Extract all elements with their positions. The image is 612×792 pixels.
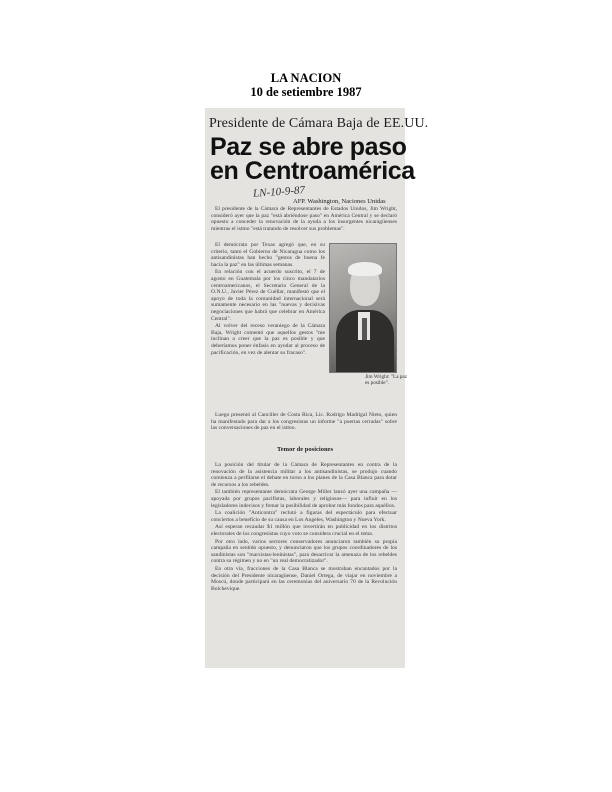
paragraph: En relación con el acuerdo suscrito, el 7 de agosto en Guatemala por los cinco mandatarios centroamericanos, el Secretario General de la O.N.U., Javier Pérez de Cuéllar, manifestó que el apoyo de toda la comunidad internacional será sumamente necesario en las "nuevas y decisivas negociaciones que habrá que celebrar en América Central". bbox=[211, 269, 325, 322]
article-column bbox=[211, 242, 325, 357]
newspaper-clipping bbox=[205, 108, 429, 668]
paragraph: Al volver del receso veraniego de la Cámara Baja, Wright comentó que aquellos gestos "me inclinan a creer que la paz es posible y que deberíamos poner énfasis en ayudar al proceso de pacificación, en vez de alentar su fracaso". bbox=[211, 323, 325, 356]
headline-line-1: Paz se abre paso bbox=[210, 133, 407, 161]
photo-hair bbox=[348, 262, 382, 276]
paragraph: Por otro lado, varios sectores conservadores anunciaron también su propia campaña en sentido opuesto, y denunciaron que los grupos coordinadores de los sandinistas son "marxistas-leninistas", para desactivar la amenaza de los rebeldes contra su régimen y no en "un real democratizador". bbox=[211, 538, 397, 565]
handwritten-date: LN-10-9-87 bbox=[252, 184, 306, 200]
dateline: AFP. Washington, Naciones Unidas bbox=[293, 198, 386, 205]
publication-name: LA NACION bbox=[270, 71, 342, 85]
headline-line-2: en Centroamérica bbox=[210, 157, 415, 185]
paragraph: La coalición "Anticontra" reclutó a figuras del espectáculo para efectuar conciertos a beneficio de su causa en Los Angeles, Washington y Nueva York. bbox=[211, 510, 397, 523]
headline bbox=[210, 135, 415, 183]
photo-caption: Jim Wright: "La paz es posible". bbox=[365, 374, 408, 386]
article-bottom bbox=[211, 462, 397, 593]
paragraph: El demócrata por Texas agregó que, en su criterio, tanto el Gobierno de Nicaragua como los antisandinistas han hecho "gestos de buena fe hacia la paz" en las últimas semanas. bbox=[211, 242, 325, 268]
article-wide bbox=[211, 412, 397, 433]
publication-date: 10 de setiembre 1987 bbox=[250, 85, 362, 99]
portrait-photo bbox=[329, 243, 397, 373]
paragraph: En otra vía, fracciones de la Casa Blanca se mostraban encantados por la decisión del Presidente nicaragüense, Daniel Ortega, de viajar en noviembre a Moscú, donde participará en las ceremonias del aniversario 70 de la Revolución Bolchevique. bbox=[211, 565, 397, 592]
photo-tie bbox=[362, 318, 367, 340]
paragraph: La posición del titular de la Cámara de Representantes en contra de la renovación de la asistencia militar a los antisandinistas, se produjo cuando comienza a perfilarse el debate en torno a los planes de la Casa Blanca para dotar de recursos a los rebeldes. bbox=[211, 462, 397, 488]
paragraph: Así esperan recaudar $1 millón que invertirán en publicidad en los distritos electorales de los congresistas cuyo voto se considera crucial en el tema. bbox=[211, 524, 397, 537]
kicker: Presidente de Cámara Baja de EE.UU. bbox=[209, 116, 429, 131]
article-intro bbox=[211, 206, 397, 233]
subheading: Temor de posiciones bbox=[277, 446, 333, 453]
paragraph: El también representante demócrata George Miller lanzó ayer una campaña —apoyada por grupos pacifistas, laborales y religiosos— para influir en los legisladores indecisos y frenar la posibilidad de aprobar más fondos para aquéllos. bbox=[211, 489, 397, 509]
paragraph: El presidente de la Cámara de Representantes de Estados Unidos, Jim Wright, consideró ayer que la paz "está abriéndose paso" en América Central y se declaró opuesto a conceder la renovación de la ayuda a los insurgentes nicaragüenses mientras el istmo "está tratando de resolver sus problemas". bbox=[211, 206, 397, 232]
paragraph: Luego presentó al Canciller de Costa Rica, Lic. Rodrigo Madrigal Nieto, quien ha manifestado para dar a los congresistas un informe "a puertas cerradas" sobre las conversaciones de paz en el istmo. bbox=[211, 412, 397, 432]
